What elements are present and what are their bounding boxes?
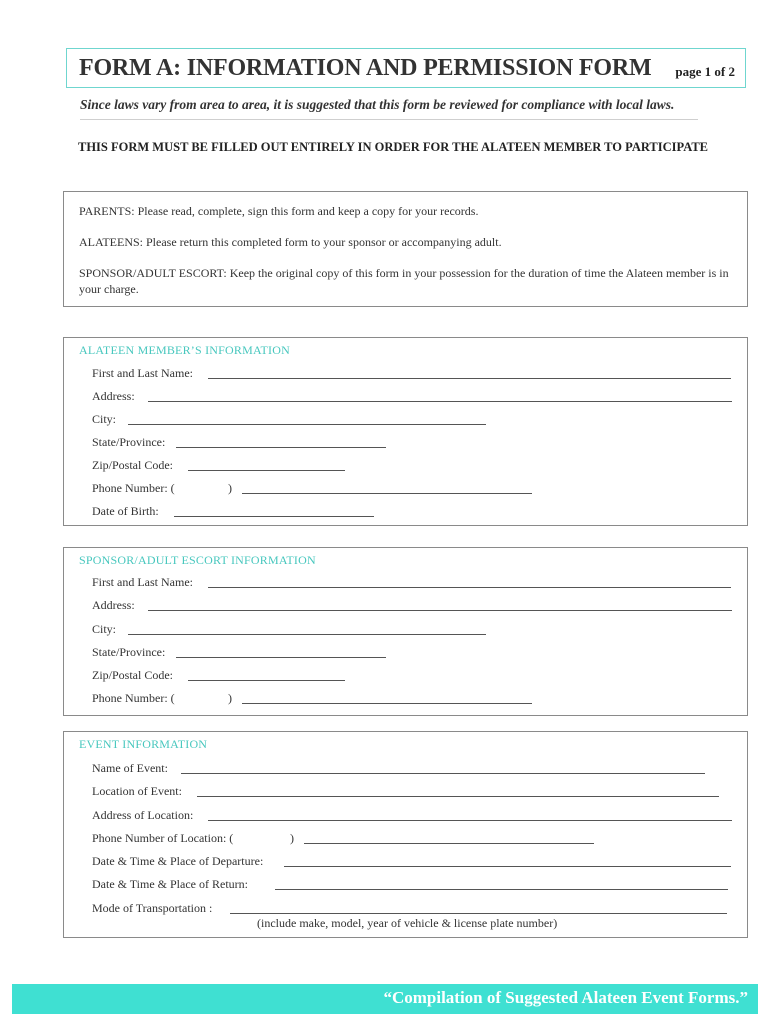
return-label: Date & Time & Place of Return: [92,877,248,891]
event-location-label: Location of Event: [92,784,182,798]
sponsor-area-code-field[interactable] [194,703,220,704]
parents-instruction: PARENTS: Please read, complete, sign this form and keep a copy for your records. [79,204,479,218]
member-address-label: Address: [92,389,135,403]
sponsor-name-field[interactable] [208,587,731,588]
member-name-field[interactable] [208,378,731,379]
sponsor-city-label: City: [92,622,117,636]
event-name-label: Name of Event: [92,761,168,775]
member-section-title: ALATEEN MEMBER’S INFORMATION [79,343,290,357]
form-title: FORM A: INFORMATION AND PERMISSION FORM [79,55,652,81]
event-section-title: EVENT INFORMATION [79,737,208,751]
member-phone-field[interactable] [242,493,532,494]
compliance-note: Since laws vary from area to area, it is suggested that this form be reviewed for compliance with local laws. [80,97,675,112]
page-number: page 1 of 2 [675,64,735,79]
member-address-field[interactable] [148,401,732,402]
footer-banner [12,984,758,1014]
event-phone-close: ) [290,831,294,845]
transport-hint: (include make, model, year of vehicle & license plate number) [257,916,558,930]
transport-label: Mode of Transportation : [92,901,213,915]
must-fill-notice: THIS FORM MUST BE FILLED OUT ENTIRELY IN ORDER FOR THE ALATEEN MEMBER TO PARTICIPATE [78,140,709,154]
sponsor-name-label: First and Last Name: [92,575,193,589]
sponsor-instruction: SPONSOR/ADULT ESCORT: Keep the original copy of this form in your possession for the duration of time the Alateen member is in your charge. [79,266,729,296]
sponsor-phone-label: Phone Number: ( [92,691,175,705]
member-phone-close: ) [228,481,232,495]
sponsor-state-field[interactable] [176,657,386,658]
member-city-field[interactable] [128,424,486,425]
transport-field[interactable] [230,913,727,914]
footer-text: “Compilation of Suggested Alateen Event Forms.” [383,988,748,1007]
member-zip-field[interactable] [188,470,345,471]
event-name-field[interactable] [181,773,705,774]
sponsor-section-title: SPONSOR/ADULT ESCORT INFORMATION [79,553,316,567]
member-zip-label: Zip/Postal Code: [92,458,173,472]
event-address-label: Address of Location: [92,808,194,822]
event-location-field[interactable] [197,796,719,797]
member-dob-field[interactable] [174,516,374,517]
member-name-label: First and Last Name: [92,366,193,380]
return-field[interactable] [275,889,728,890]
form-title-box [66,48,746,88]
member-state-field[interactable] [176,447,386,448]
member-phone-label: Phone Number: ( [92,481,175,495]
event-address-field[interactable] [208,820,732,821]
departure-field[interactable] [284,866,731,867]
sponsor-address-field[interactable] [148,610,732,611]
event-area-code-field[interactable] [254,843,282,844]
sponsor-zip-field[interactable] [188,680,345,681]
instructions-box [63,191,748,307]
member-info-section [63,337,748,526]
member-area-code-field[interactable] [194,493,220,494]
departure-label: Date & Time & Place of Departure: [92,854,264,868]
event-phone-label: Phone Number of Location: ( [92,831,234,845]
sponsor-info-section [63,547,748,716]
sponsor-phone-close: ) [228,691,232,705]
event-phone-field[interactable] [304,843,594,844]
event-info-section [63,731,748,938]
member-state-label: State/Province: [92,435,166,449]
member-dob-label: Date of Birth: [92,504,159,518]
member-city-label: City: [92,412,117,426]
alateens-instruction: ALATEENS: Please return this completed form to your sponsor or accompanying adult. [79,235,502,249]
divider [80,119,698,120]
sponsor-zip-label: Zip/Postal Code: [92,668,173,682]
sponsor-city-field[interactable] [128,634,486,635]
sponsor-phone-field[interactable] [242,703,532,704]
sponsor-state-label: State/Province: [92,645,166,659]
sponsor-address-label: Address: [92,598,135,612]
